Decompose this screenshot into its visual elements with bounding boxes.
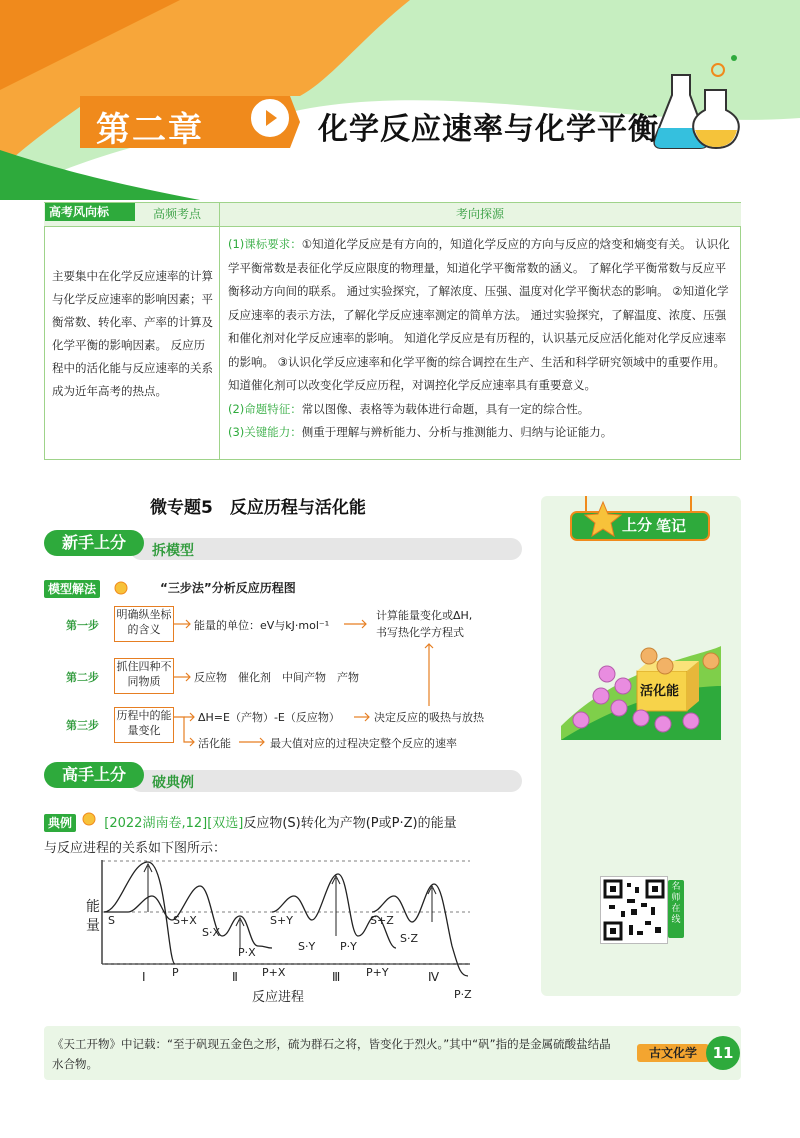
- notes-tag-2: 笔记: [656, 517, 687, 535]
- label-SX: S·X: [202, 926, 221, 939]
- label-P-X: P+X: [262, 966, 286, 979]
- label-IV: Ⅳ: [428, 970, 440, 984]
- label-II: Ⅱ: [232, 970, 238, 984]
- label-I: Ⅰ: [142, 970, 146, 984]
- qr-label: 名师在线: [668, 880, 684, 938]
- example-text: [44, 810, 524, 861]
- label-PZ: P·Z: [454, 988, 472, 1001]
- ylabel-1: 能: [86, 899, 100, 915]
- species-text: 反应物 催化剂 中间产物 产物: [194, 671, 359, 684]
- chapter-title: 化学反应速率与化学平衡: [318, 112, 659, 147]
- exam-col-right-header: 考向探源: [455, 207, 504, 221]
- exam-features: [228, 398, 736, 422]
- ea-result: 最大值对应的过程决定整个反应的速率: [270, 737, 457, 750]
- label-SZ: S·Z: [400, 932, 419, 945]
- flow-step-2: 第二步: [66, 671, 99, 684]
- flow-box-1: 明确纵坐标的含义: [114, 606, 174, 642]
- exam-right-text: [228, 233, 736, 445]
- exam-abilities: [228, 421, 736, 445]
- banner-sub-example: 破典例: [152, 775, 194, 791]
- features-text: 常以图像、表格等为载体进行命题，具有一定的综合性。: [301, 401, 590, 416]
- model-title: “三步法”分析反应历程图: [160, 581, 296, 595]
- exam-left-text: 主要集中在化学反应速率的计算与化学反应速率的影响因素；平衡常数、转化率、产率的计算及化学平衡的影响因素。 反应历程中的活化能与反应速率的关系成为近年高考的热点。: [52, 269, 213, 398]
- page-number: 11: [706, 1036, 740, 1070]
- label-PY: P·Y: [340, 940, 357, 953]
- dh-text: ΔH=E（产物）-E（反应物）: [198, 711, 340, 724]
- label-S-Y: S+Y: [270, 914, 293, 927]
- exam-col-left-header: 高频考点: [152, 207, 201, 221]
- notes-tag-1: 上分: [622, 516, 653, 534]
- exam-tag: 高考风向标: [45, 203, 135, 221]
- label-S-X: S+X: [173, 914, 197, 927]
- label-III: Ⅲ: [332, 970, 341, 984]
- ylabel-2: 量: [86, 918, 100, 934]
- calc-text-2: 书写热化学方程式: [376, 626, 464, 639]
- header-background: [0, 0, 800, 200]
- example-text-2: 与反应进程的关系如下图所示：: [44, 841, 227, 856]
- dh-result: 决定反应的吸热与放热: [374, 711, 484, 724]
- banner-sub-model: 拆模型: [152, 543, 194, 559]
- label-P-Y: P+Y: [366, 966, 389, 979]
- example-text-1: 反应物(S)转化为产物(P或P·Z)的能量: [243, 816, 457, 831]
- footer-tag: 古文化学: [637, 1044, 709, 1062]
- notes-illustration: [541, 496, 741, 756]
- play-icon: [248, 96, 292, 140]
- banner-tag-beginner: 新手上分: [44, 530, 144, 556]
- energy-diagram: [80, 856, 480, 1006]
- flow-box-2: 抓住四种不同物质: [114, 658, 174, 694]
- flow-box-3: 历程中的能量变化: [114, 707, 174, 743]
- exam-table-divider: [219, 203, 220, 460]
- unit-text: 能量的单位：eV与kJ·mol⁻¹: [194, 619, 330, 632]
- label-S: S: [108, 914, 115, 927]
- flow-step-1: 第一步: [66, 619, 99, 632]
- requirement-label: (1)课标要求：: [228, 237, 302, 251]
- features-label: (2)命题特征：: [228, 401, 302, 416]
- section-title: 微专题5 反应历程与活化能: [150, 498, 366, 518]
- requirement-text: ①知道化学反应是有方向的，知道化学反应的方向与反应的焓变和熵变有关。 认识化学平衡常数是表征化学反应限度的物理量，知道化学平衡常数的涵义。 了解化学平衡常数与反应平衡移动方向间的联系。 通过实验探究，了解浓度、压强、温度对化学平衡状态的影响。 ②知道化学反应速率的表示方法，了解化学反应速率测定的简单方法。 通过实验探究，了解温度、浓度、压强和催化剂对化学反应速率的影响。 知道化学反应是有历程的，认识基元反应活化能对化学反应速率的影响。 ③认识化学反应速率和化学平衡的综合调控在生产、生活和科学研究领域中的重要作用。 知道催化剂可以改变化学反应历程，对调控化学反应速率具有重要意义。: [228, 237, 730, 392]
- footer-text: 《天工开物》中记载：“至于矾现五金色之形，硫为群石之将，皆变化于烈火。”其中“矾”指的是金属硫酸盐结晶水合物。: [52, 1037, 611, 1071]
- calc-text-1: 计算能量变化或ΔH,: [376, 609, 473, 622]
- abilities-label: (3)关键能力：: [228, 425, 302, 439]
- banner-tag-expert: 高手上分: [44, 762, 144, 788]
- label-S-Z: S+Z: [370, 914, 394, 927]
- sun-icon-2: [80, 810, 100, 837]
- xlabel: 反应进程: [252, 990, 305, 1005]
- label-PX: P·X: [238, 946, 256, 959]
- example-tag: 典例: [44, 814, 76, 832]
- label-P: P: [172, 966, 179, 979]
- chapter-label: 第二章: [96, 110, 204, 150]
- flow-step-3: 第三步: [66, 719, 99, 732]
- example-source: [2022湖南卷,12][双选]: [104, 816, 244, 831]
- model-tag: 模型解法: [44, 580, 100, 598]
- activation-energy-label: 活化能: [640, 684, 680, 699]
- abilities-text: 侧重于理解与辨析能力、分析与推测能力、归纳与论证能力。: [301, 425, 613, 439]
- label-SY: S·Y: [298, 940, 316, 953]
- ea-text: 活化能: [198, 737, 231, 750]
- qr-code-icon[interactable]: [600, 876, 668, 944]
- exam-requirement: [228, 233, 736, 398]
